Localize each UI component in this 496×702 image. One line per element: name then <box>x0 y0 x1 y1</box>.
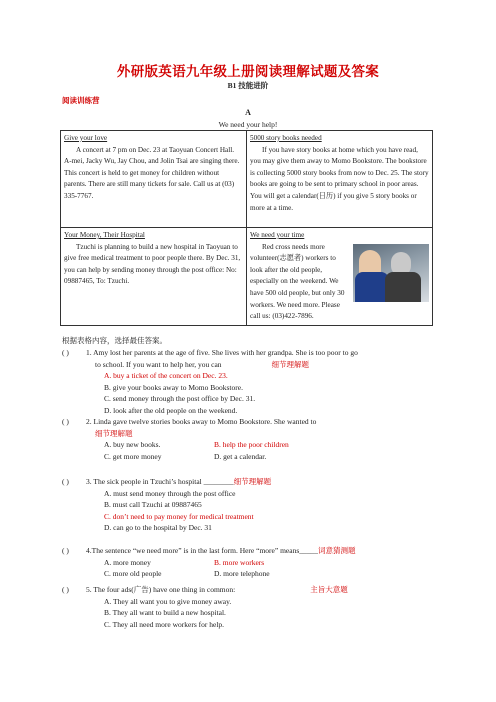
question-5 <box>62 584 442 630</box>
ad-volunteer <box>247 228 433 326</box>
ad-heading: 5000 story books needed <box>250 134 322 142</box>
option-c[interactable]: C. don’t need to pay money for medical treatment <box>104 511 254 521</box>
option-b[interactable]: B. help the poor children <box>214 440 289 449</box>
option-b[interactable]: B. give your books away to Momo Bookstore. <box>104 382 243 392</box>
option-c[interactable]: C. They all need more workers for help. <box>104 619 225 629</box>
section-heading: 阅读训练营 <box>62 96 100 105</box>
question-stem: 3. The sick people in Tzuchi’s hospital ________ <box>86 477 234 486</box>
instructions: 根据表格内容，选择最佳答案。 <box>62 336 167 345</box>
answer-blank[interactable]: ( ) <box>62 477 69 486</box>
option-a[interactable]: A. more money <box>104 557 151 567</box>
answer-blank[interactable]: ( ) <box>62 546 69 555</box>
option-d[interactable]: D. can go to the hospital by Dec. 31 <box>104 523 212 532</box>
option-a[interactable]: A. buy a ticket of the concert on Dec. 23. <box>104 371 228 380</box>
passage-title: We need your help! <box>218 120 278 129</box>
question-stem: 1. Amy lost her parents at the age of five. She lives with her grandpa. She is too poor to go <box>86 348 358 357</box>
question-stem: 5. The four ads(广告) have one thing in common: <box>86 585 236 594</box>
volunteer-photo <box>353 244 429 302</box>
question-stem: 2. Linda gave twelve stories books away to Momo Bookstore. She wanted to <box>86 417 317 426</box>
ad-give-your-love <box>61 131 247 228</box>
question-1 <box>62 347 442 416</box>
option-a[interactable]: A. buy new books. <box>104 440 161 449</box>
option-d[interactable]: D. more telephone <box>214 569 270 578</box>
ad-body: A concert at 7 pm on Dec. 23 at Taoyuan Concert Hall. A-mei, Jacky Wu, Jay Chou, and Jolin Tsai are singing there. This concert is held to get money for children without parents. There are still many tickets for sale. Call us at (03) 335-7767. <box>64 145 240 200</box>
ad-story-books <box>247 131 433 228</box>
question-type-tag: 主旨大意题 <box>310 585 348 594</box>
option-b[interactable]: B. They all want to build a new hospital. <box>104 608 226 617</box>
option-c[interactable]: C. send money through the post office by Dec. 31. <box>104 394 256 403</box>
ad-body: If you have story books at home which you have read, you may give them away to Momo Bookstore. The bookstore is collecting 5000 story books from now to Dec. 25. The story books are going to be sent to primary school in poor areas. You will get a calendar(日历) if you give 5 story books or more at a time. <box>250 145 429 212</box>
option-c[interactable]: C. more old people <box>104 569 162 578</box>
question-type-tag: 细节理解题 <box>271 359 310 369</box>
question-type-tag: 词意猜测题 <box>318 546 356 555</box>
ad-heading: Your Money, Their Hospital <box>64 231 145 239</box>
ads-table <box>60 130 433 326</box>
passage-letter: A <box>245 108 251 117</box>
question-type-tag: 细节理解题 <box>233 477 272 486</box>
ad-heading: Give your love <box>64 134 108 142</box>
ad-body: Tzuchi is planning to build a new hospital in Taoyuan to give free medical treatment to poor people there. By Dec. 31, you can help by sending money through the post office: No: 09887465, To: Tzuchi. <box>64 242 241 286</box>
option-d[interactable]: D. look after the old people on the weekend. <box>104 405 238 415</box>
question-2 <box>62 416 442 462</box>
option-b[interactable]: B. more workers <box>214 557 265 567</box>
option-a[interactable]: A. must send money through the post office <box>104 488 236 498</box>
question-3 <box>62 476 442 534</box>
question-stem-cont: to school. If you want to help her, you can <box>95 359 222 369</box>
answer-blank[interactable]: ( ) <box>62 348 69 357</box>
question-stem: 4.The sentence “we need more” is in the last form. Here “more” means_____ <box>86 546 318 555</box>
ad-hospital <box>61 228 247 326</box>
answer-blank[interactable]: ( ) <box>62 585 69 594</box>
option-a[interactable]: A. They all want you to give money away. <box>104 596 232 606</box>
ad-heading: We need your time <box>250 231 305 239</box>
answer-blank[interactable]: ( ) <box>62 417 69 426</box>
option-d[interactable]: D. get a calendar. <box>214 451 267 461</box>
option-b[interactable]: B. must call Tzuchi at 09887465 <box>104 500 202 509</box>
document-title: 外研版英语九年级上册阅读理解试题及答案 <box>116 64 380 79</box>
question-type-tag: 细节理解题 <box>95 428 133 438</box>
option-c[interactable]: C. get more money <box>104 451 162 461</box>
document-subtitle: B1 技能进阶 <box>227 81 269 90</box>
question-4 <box>62 545 442 580</box>
ad-body: Red cross needs more volunteer(志愿者) workers to look after the old people, especially on the weekend. We have 500 old people, but only 30 workers. We need more. Please call us: (03)422-7896. <box>250 242 345 321</box>
